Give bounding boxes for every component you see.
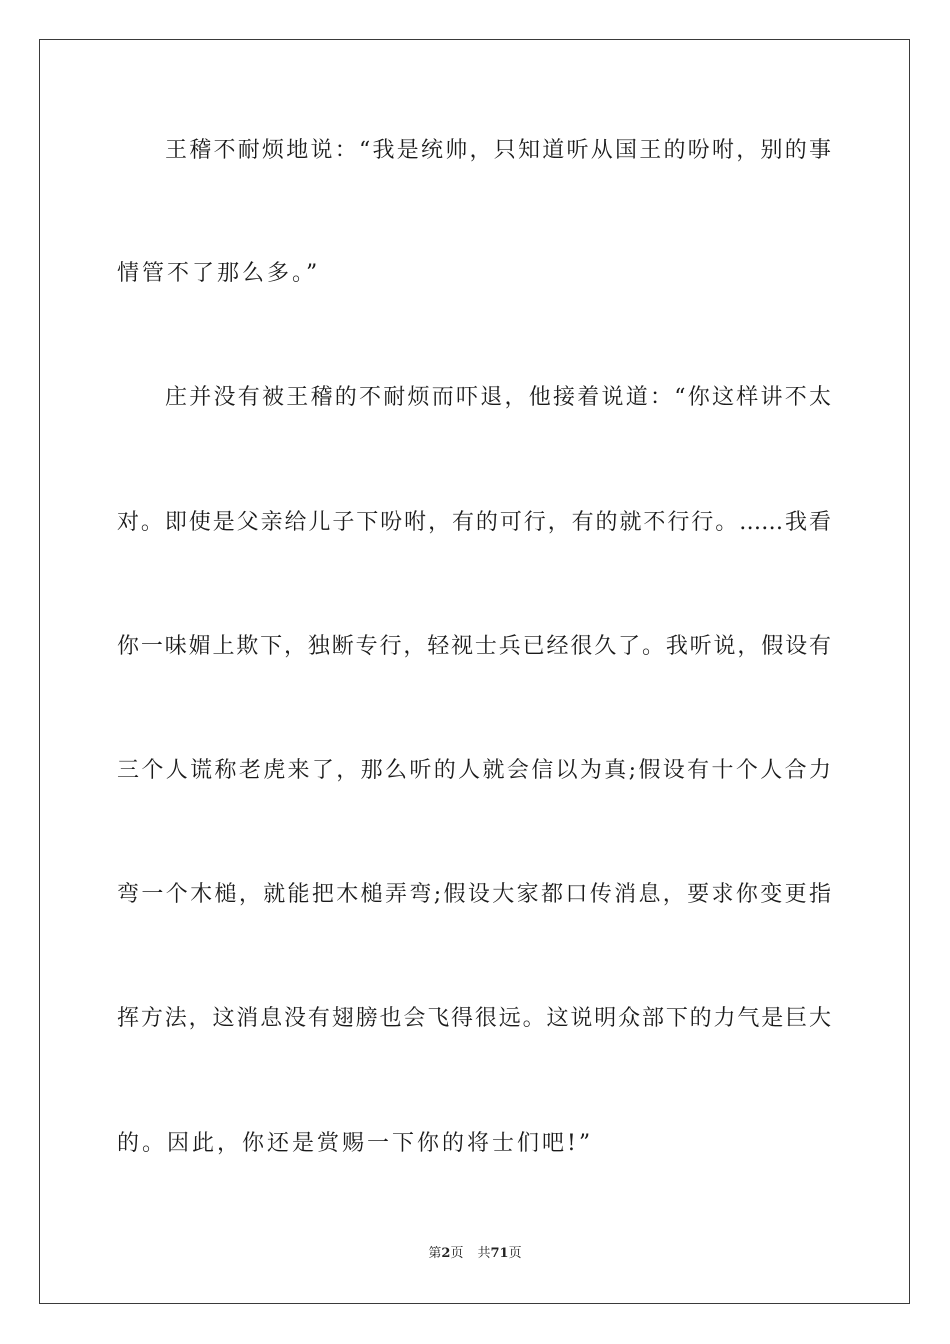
paragraph-line: 情管不了那么多。” — [117, 261, 321, 286]
paragraph-line: 挥方法，这消息没有翅膀也会飞得很远。这说明众部下的力气是巨大 — [117, 1006, 831, 1031]
footer-page-prefix: 第 — [428, 1246, 442, 1261]
paragraph-line: 弯一个木槌，就能把木槌弄弯;假设大家都口传消息，要求你变更指 — [117, 882, 831, 907]
footer-page-current: 2 — [441, 1246, 451, 1261]
paragraph-line: 庄并没有被王稽的不耐烦而吓退，他接着说道：“你这样讲不太 — [165, 385, 831, 410]
footer-total-suffix: 页 — [508, 1246, 522, 1261]
paragraph-line: 你一味媚上欺下，独断专行，轻视士兵已经很久了。我听说，假设有 — [117, 634, 831, 659]
paragraph-line: 对。即使是父亲给儿子下吩咐，有的可行，有的就不行行。……我看 — [117, 510, 831, 535]
paragraph-line: 王稽不耐烦地说：“我是统帅，只知道听从国王的吩咐，别的事 — [165, 138, 831, 163]
footer-page-total: 71 — [490, 1246, 509, 1261]
page-footer — [0, 1245, 950, 1263]
footer-page-suffix: 页 — [450, 1246, 464, 1261]
footer-total-prefix: 共 — [477, 1246, 491, 1261]
paragraph-line: 的。因此，你还是赏赐一下你的将士们吧!” — [117, 1131, 594, 1156]
page-border — [39, 39, 910, 1304]
paragraph-line: 三个人谎称老虎来了，那么听的人就会信以为真;假设有十个人合力 — [117, 758, 831, 783]
